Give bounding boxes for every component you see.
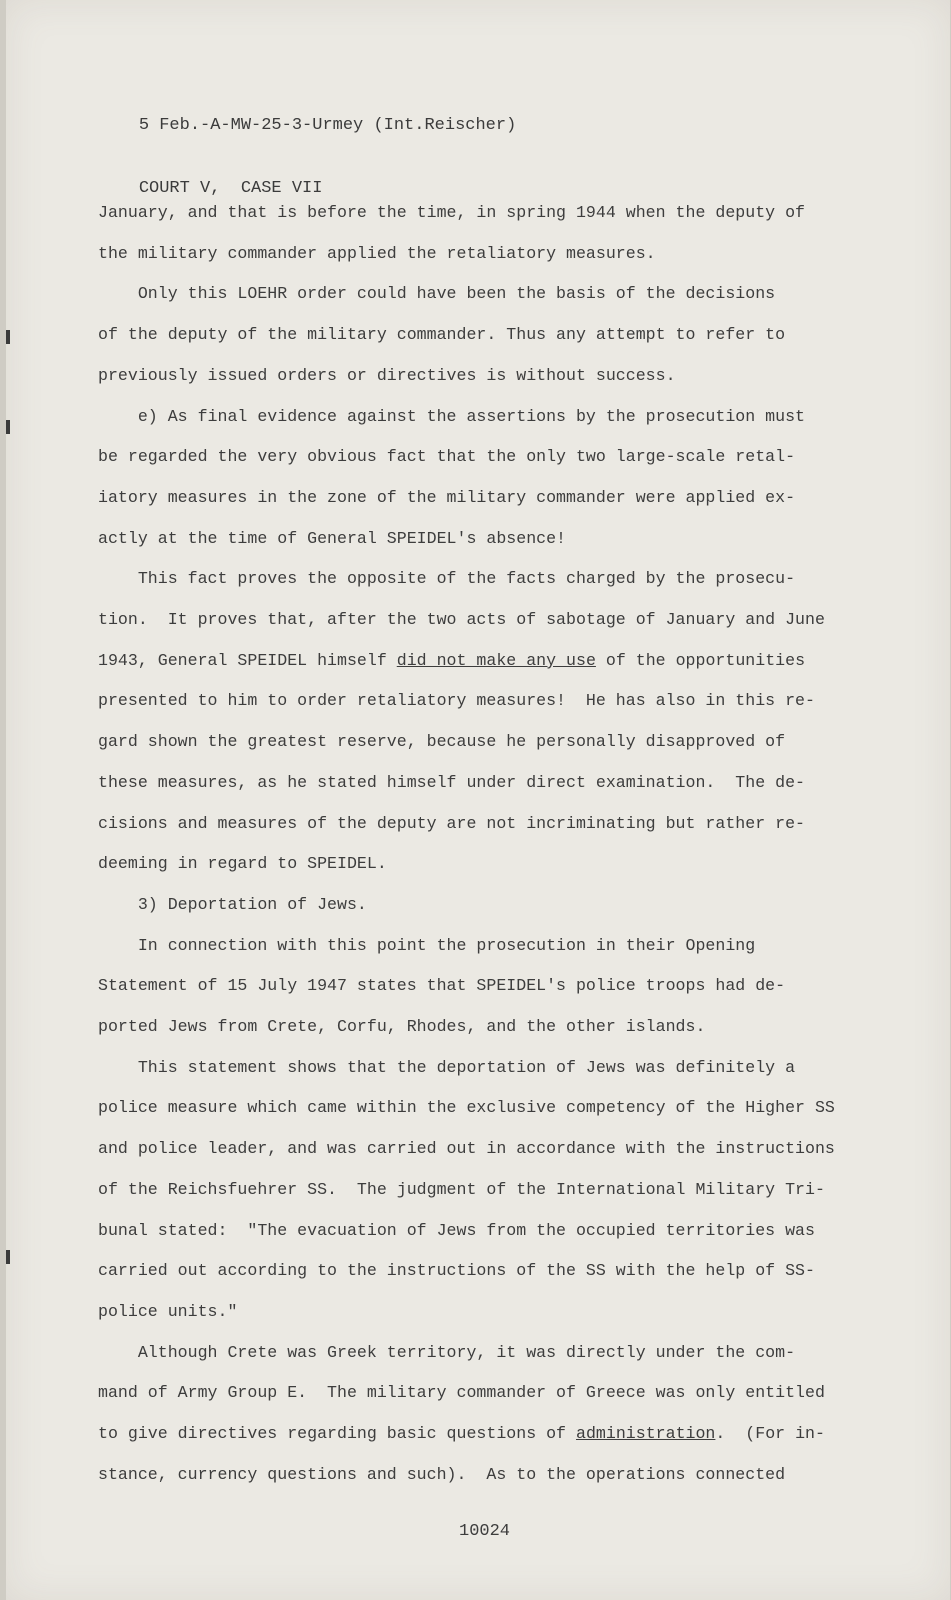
text-line: iatory measures in the zone of the military commander were applied ex-	[98, 487, 796, 507]
text-line-with-underline	[98, 641, 858, 682]
text-line: previously issued orders or directives is without success.	[98, 365, 676, 385]
text-line: gard shown the greatest reserve, because he personally disapproved of	[98, 732, 786, 752]
section-heading: 3) Deportation of Jews.	[98, 894, 367, 914]
binding-mark	[6, 1250, 10, 1264]
text-line: presented to him to order retaliatory measures! He has also in this re-	[98, 691, 815, 711]
text-line: of the Reichsfuehrer SS. The judgment of the International Military Tri-	[98, 1179, 825, 1199]
text-line: ported Jews from Crete, Corfu, Rhodes, and the other islands.	[98, 1017, 706, 1037]
text-line: This statement shows that the deportation of Jews was definitely a	[98, 1057, 796, 1077]
text-line: In connection with this point the prosecution in their Opening	[98, 935, 756, 955]
header-court-case: COURT V, CASE VII	[138, 179, 323, 198]
text-line: these measures, as he stated himself under direct examination. The de-	[98, 772, 806, 792]
text-line: cisions and measures of the deputy are not incriminating but rather re-	[98, 813, 806, 833]
text-line: the military commander applied the retaliatory measures.	[98, 243, 656, 263]
header-reference: 5 Feb.-A-MW-25-3-Urmey (Int.Reischer)	[138, 116, 517, 135]
text-line: bunal stated: "The evacuation of Jews from the occupied territories was	[98, 1220, 815, 1240]
text-line: stance, currency questions and such). As to the operations connected	[98, 1464, 786, 1484]
text-segment: to give directives regarding basic questions of	[98, 1424, 576, 1444]
text-line: police measure which came within the exclusive competency of the Higher SS	[98, 1098, 835, 1118]
text-line: and police leader, and was carried out in accordance with the instructions	[98, 1139, 835, 1159]
text-line: be regarded the very obvious fact that the only two large-scale retal-	[98, 447, 796, 467]
text-line: January, and that is before the time, in spring 1944 when the deputy of	[98, 203, 806, 222]
text-line: carried out according to the instructions of the SS with the help of SS-	[98, 1261, 815, 1281]
underlined-text: did not make any use	[396, 650, 596, 670]
binding-mark	[6, 330, 10, 344]
text-line: e) As final evidence against the assertions by the prosecution must	[98, 406, 806, 426]
text-line: tion. It proves that, after the two acts of sabotage of January and June	[98, 610, 825, 630]
text-segment: 1943, General SPEIDEL himself	[98, 650, 397, 670]
text-line: Only this LOEHR order could have been the basis of the decisions	[98, 284, 776, 304]
page-number: 10024	[459, 1522, 511, 1541]
binding-mark	[6, 420, 10, 434]
document-page	[6, 0, 950, 1600]
document-body	[98, 193, 858, 1496]
text-line: of the deputy of the military commander. Thus any attempt to refer to	[98, 325, 786, 345]
text-line: This fact proves the opposite of the facts charged by the prosecu-	[98, 569, 796, 589]
text-line: Statement of 15 July 1947 states that SPEIDEL's police troops had de-	[98, 976, 786, 996]
underlined-text: administration	[575, 1424, 716, 1444]
text-line-with-underline	[98, 1414, 858, 1455]
text-segment: of the opportunities	[595, 650, 806, 670]
text-line: police units."	[98, 1301, 238, 1321]
text-segment: . (For in-	[715, 1424, 825, 1444]
text-line: actly at the time of General SPEIDEL's absence!	[98, 528, 567, 548]
text-line: mand of Army Group E. The military commander of Greece was only entitled	[98, 1383, 825, 1403]
text-line: deeming in regard to SPEIDEL.	[98, 854, 387, 874]
text-line: Although Crete was Greek territory, it was directly under the com-	[98, 1342, 796, 1362]
